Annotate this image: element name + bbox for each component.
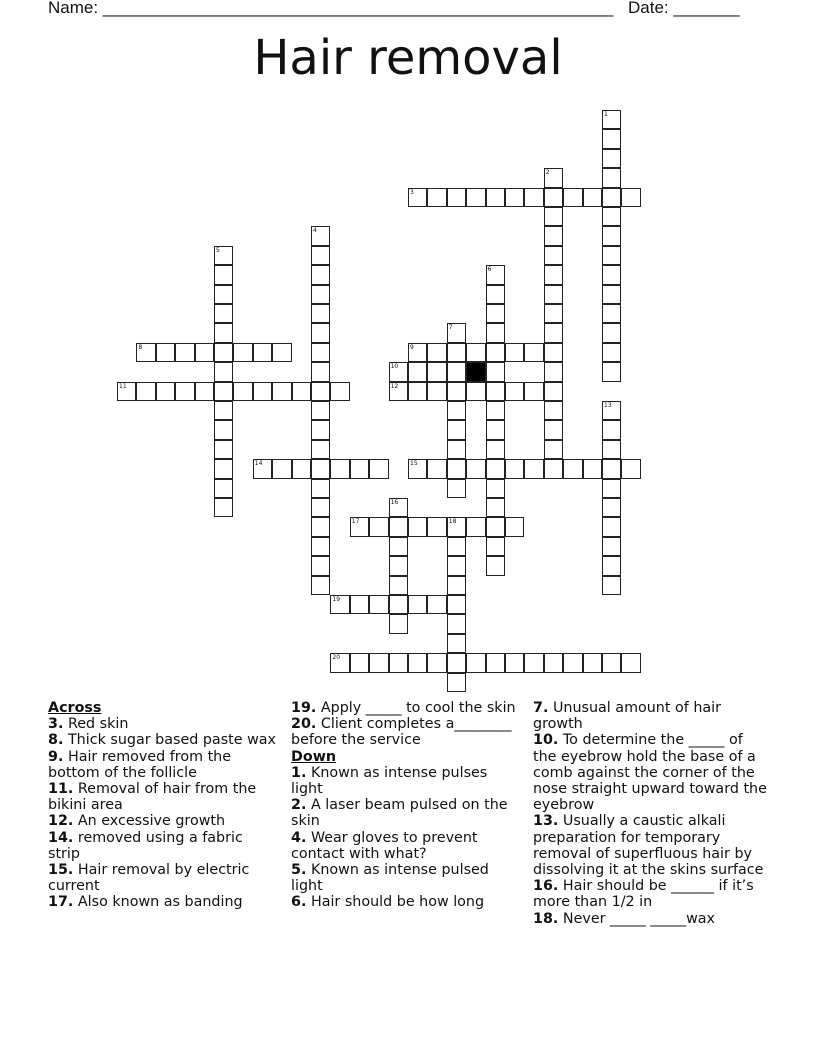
grid-cell[interactable] xyxy=(427,459,446,478)
grid-cell[interactable] xyxy=(447,401,466,420)
clue-number-label: 2. xyxy=(291,797,307,814)
grid-cell[interactable] xyxy=(486,343,505,362)
grid-cell[interactable] xyxy=(447,595,466,614)
grid-cell[interactable] xyxy=(447,537,466,556)
grid-cell[interactable] xyxy=(253,459,272,478)
grid-cell[interactable] xyxy=(369,459,388,478)
clue-number: 7 xyxy=(448,324,453,332)
grid-cell[interactable] xyxy=(583,188,602,207)
grid-cell[interactable] xyxy=(311,304,330,323)
clue-number: 11 xyxy=(119,382,127,390)
grid-cell[interactable] xyxy=(330,595,349,614)
grid-cell[interactable] xyxy=(389,614,408,633)
grid-cell[interactable] xyxy=(214,459,233,478)
clue-item xyxy=(48,862,276,894)
clue-text: A laser beam pulsed on the skin xyxy=(291,797,508,830)
grid-cell[interactable] xyxy=(602,129,621,148)
grid-cell[interactable] xyxy=(330,459,349,478)
clue-number-label: 13. xyxy=(533,813,559,830)
grid-cell[interactable] xyxy=(136,343,155,362)
grid-cell[interactable] xyxy=(447,517,466,536)
grid-cell[interactable] xyxy=(389,556,408,575)
grid-cell[interactable] xyxy=(311,537,330,556)
grid-cell[interactable] xyxy=(602,498,621,517)
grid-cell[interactable] xyxy=(621,459,640,478)
clue-text: Usually a caustic alkali preparation for temporary removal of superfluous hair by dissolving it at the skins surface xyxy=(533,813,764,879)
grid-cell[interactable] xyxy=(350,459,369,478)
grid-cell[interactable] xyxy=(427,517,446,536)
clue-number-label: 18. xyxy=(533,910,559,927)
grid-cell[interactable] xyxy=(214,440,233,459)
grid-cell[interactable] xyxy=(602,440,621,459)
clue-column-3 xyxy=(533,700,769,927)
grid-cell[interactable] xyxy=(544,420,563,439)
grid-cell[interactable] xyxy=(447,343,466,362)
grid-cell[interactable] xyxy=(563,653,582,672)
grid-cell[interactable] xyxy=(583,653,602,672)
clue-number-label: 11. xyxy=(48,781,74,798)
clue-number: 5 xyxy=(216,246,220,254)
grid-cell[interactable] xyxy=(214,401,233,420)
grid-cell[interactable] xyxy=(214,362,233,381)
grid-cell[interactable] xyxy=(505,188,524,207)
grid-cell[interactable] xyxy=(544,343,563,362)
grid-cell[interactable] xyxy=(408,653,427,672)
grid-cell[interactable] xyxy=(486,382,505,401)
grid-cell[interactable] xyxy=(447,576,466,595)
grid-cell[interactable] xyxy=(544,265,563,284)
grid-cell[interactable] xyxy=(447,653,466,672)
clue-text: Client completes a________ before the service xyxy=(291,716,512,749)
clue-text: Apply _____ to cool the skin xyxy=(320,700,516,716)
grid-cell[interactable] xyxy=(214,285,233,304)
grid-cell[interactable] xyxy=(311,246,330,265)
grid-cell[interactable] xyxy=(602,285,621,304)
page-title: Hair removal xyxy=(253,30,563,86)
clue-number: 16 xyxy=(390,499,399,506)
grid-cell[interactable] xyxy=(311,382,330,401)
grid-cell[interactable] xyxy=(524,382,543,401)
grid-cell[interactable] xyxy=(544,168,563,187)
grid-cell[interactable] xyxy=(214,498,233,517)
grid-cell[interactable] xyxy=(253,343,272,362)
clue-column-1 xyxy=(48,700,276,911)
grid-cell[interactable] xyxy=(447,440,466,459)
grid-cell[interactable] xyxy=(311,576,330,595)
clue-number-label: 8. xyxy=(48,732,64,749)
grid-cell[interactable] xyxy=(369,653,388,672)
clue-number: 18 xyxy=(448,518,457,526)
grid-cell[interactable] xyxy=(602,343,621,362)
grid-cell[interactable] xyxy=(233,382,252,401)
grid-cell[interactable] xyxy=(427,362,446,381)
grid-cell[interactable] xyxy=(311,498,330,517)
grid-cell[interactable] xyxy=(466,459,485,478)
grid-cell[interactable] xyxy=(602,323,621,342)
grid-cell[interactable] xyxy=(427,382,446,401)
grid-cell[interactable] xyxy=(486,556,505,575)
grid-cell[interactable] xyxy=(447,188,466,207)
grid-cell[interactable] xyxy=(253,382,272,401)
grid-cell[interactable] xyxy=(486,188,505,207)
grid-cell[interactable] xyxy=(311,479,330,498)
grid-cell[interactable] xyxy=(408,188,427,207)
clue-text: To determine the _____ of the eyebrow hold the base of a comb against the corner of the nose straight upward toward the eyebrow xyxy=(533,732,767,814)
grid-cell[interactable] xyxy=(233,343,252,362)
grid-cell[interactable] xyxy=(311,420,330,439)
grid-cell[interactable] xyxy=(156,343,175,362)
clue-item xyxy=(48,732,276,748)
grid-cell[interactable] xyxy=(214,304,233,323)
grid-cell[interactable] xyxy=(195,343,214,362)
grid-cell[interactable] xyxy=(486,653,505,672)
grid-cell[interactable] xyxy=(311,459,330,478)
grid-cell[interactable] xyxy=(602,207,621,226)
grid-cell[interactable] xyxy=(408,517,427,536)
clue-number-label: 1. xyxy=(291,764,307,781)
clue-text: Thick sugar based paste wax xyxy=(67,732,277,749)
grid-cell[interactable] xyxy=(544,246,563,265)
grid-cell[interactable] xyxy=(447,479,466,498)
grid-cell[interactable] xyxy=(272,382,291,401)
grid-cell[interactable] xyxy=(214,265,233,284)
grid-cell[interactable] xyxy=(602,653,621,672)
grid-cell[interactable] xyxy=(117,382,136,401)
clue-number: 12 xyxy=(390,382,399,390)
grid-cell[interactable] xyxy=(311,401,330,420)
grid-cell[interactable] xyxy=(427,653,446,672)
clue-text: Also known as banding xyxy=(77,894,243,911)
clue-number: 17 xyxy=(351,518,360,526)
grid-cell[interactable] xyxy=(389,653,408,672)
grid-cell[interactable] xyxy=(486,420,505,439)
grid-cell[interactable] xyxy=(136,382,155,401)
grid-cell[interactable] xyxy=(563,188,582,207)
clue-item xyxy=(533,700,769,732)
grid-cell[interactable] xyxy=(544,440,563,459)
clue-number-label: 10. xyxy=(533,732,559,749)
grid-cell[interactable] xyxy=(447,634,466,653)
grid-cell[interactable] xyxy=(486,362,505,381)
clue-item xyxy=(533,878,769,910)
grid-cell[interactable] xyxy=(311,285,330,304)
grid-cell[interactable] xyxy=(408,459,427,478)
grid-cell[interactable] xyxy=(602,517,621,536)
grid-cell[interactable] xyxy=(272,343,291,362)
grid-cell[interactable] xyxy=(544,207,563,226)
grid-cell[interactable] xyxy=(311,362,330,381)
clue-number-label: 9. xyxy=(48,748,64,765)
grid-cell[interactable] xyxy=(486,285,505,304)
grid-cell[interactable] xyxy=(408,382,427,401)
grid-cell[interactable] xyxy=(524,188,543,207)
grid-cell[interactable] xyxy=(408,595,427,614)
grid-cell[interactable] xyxy=(466,382,485,401)
clue-text: Hair should be ______ if it’s more than 1/2 in xyxy=(533,878,754,911)
grid-cell[interactable] xyxy=(175,343,194,362)
grid-cell[interactable] xyxy=(602,265,621,284)
clue-item xyxy=(291,700,517,716)
grid-cell[interactable] xyxy=(505,343,524,362)
clue-text: An excessive growth xyxy=(77,813,226,830)
clue-number-label: 19. xyxy=(291,700,317,716)
grid-cell[interactable] xyxy=(602,459,621,478)
clue-number: 3 xyxy=(410,188,414,196)
grid-cell[interactable] xyxy=(311,343,330,362)
clue-number: 6 xyxy=(487,266,492,274)
clue-text: Hair should be how long xyxy=(310,894,485,911)
clue-number-label: 20. xyxy=(291,716,317,733)
clue-number-label: 3. xyxy=(48,716,64,733)
name-field: Name: ______________________________________________________ xyxy=(48,0,614,17)
grid-cell[interactable] xyxy=(524,459,543,478)
grid-cell[interactable] xyxy=(602,479,621,498)
clue-number: 19 xyxy=(332,596,341,603)
grid-cell[interactable] xyxy=(447,459,466,478)
grid-cell[interactable] xyxy=(330,382,349,401)
grid-cell[interactable] xyxy=(602,556,621,575)
grid-cell[interactable] xyxy=(602,246,621,265)
grid-cell[interactable] xyxy=(427,188,446,207)
grid-cell[interactable] xyxy=(505,653,524,672)
clue-item xyxy=(48,894,276,910)
grid-cell[interactable] xyxy=(505,517,524,536)
clue-item xyxy=(291,862,517,894)
clue-text: Known as intense pulses light xyxy=(291,764,488,798)
grid-cell[interactable] xyxy=(466,343,485,362)
clue-item xyxy=(291,765,517,797)
clue-number: 20 xyxy=(332,654,341,662)
clue-number-label: 7. xyxy=(533,700,549,716)
clue-number: 8 xyxy=(138,343,143,351)
grid-cell[interactable] xyxy=(544,285,563,304)
grid-cell[interactable] xyxy=(486,323,505,342)
across-heading: Across xyxy=(48,700,102,716)
clue-text: Never _____ _____wax xyxy=(562,910,715,927)
grid-cell[interactable] xyxy=(408,362,427,381)
grid-cell[interactable] xyxy=(544,188,563,207)
grid-cell[interactable] xyxy=(602,188,621,207)
grid-cell[interactable] xyxy=(602,110,621,129)
grid-cell[interactable] xyxy=(602,168,621,187)
grid-cell[interactable] xyxy=(486,517,505,536)
grid-cell[interactable] xyxy=(214,323,233,342)
clue-text: Red skin xyxy=(67,716,129,733)
clue-number-label: 17. xyxy=(48,894,74,911)
clue-item xyxy=(291,716,517,748)
grid-cell[interactable] xyxy=(505,459,524,478)
grid-cell[interactable] xyxy=(156,382,175,401)
clue-text: Hair removed from the bottom of the follicle xyxy=(48,748,232,781)
clue-text: Unusual amount of hair growth xyxy=(533,700,722,733)
grid-cell[interactable] xyxy=(583,459,602,478)
grid-cell[interactable] xyxy=(408,343,427,362)
grid-cell[interactable] xyxy=(602,304,621,323)
clue-text: Hair removal by electric current xyxy=(48,862,250,895)
grid-cell[interactable] xyxy=(486,401,505,420)
grid-cell[interactable] xyxy=(466,653,485,672)
grid-cell[interactable] xyxy=(602,576,621,595)
clue-number: 14 xyxy=(254,460,263,468)
grid-cell[interactable] xyxy=(447,614,466,633)
clue-number-label: 12. xyxy=(48,813,74,830)
grid-cell[interactable] xyxy=(602,149,621,168)
black-cell xyxy=(466,362,485,381)
grid-cell[interactable] xyxy=(389,362,408,381)
grid-cell[interactable] xyxy=(389,517,408,536)
clue-number: 9 xyxy=(410,343,414,351)
grid-cell[interactable] xyxy=(602,362,621,381)
clue-number: 15 xyxy=(410,460,418,468)
clue-item xyxy=(48,781,276,813)
grid-cell[interactable] xyxy=(544,362,563,381)
grid-cell[interactable] xyxy=(214,246,233,265)
grid-cell[interactable] xyxy=(486,304,505,323)
grid-cell[interactable] xyxy=(214,382,233,401)
clue-item xyxy=(48,749,276,781)
grid-cell[interactable] xyxy=(350,595,369,614)
clue-item xyxy=(533,732,769,813)
date-field: Date: _______ xyxy=(628,0,740,17)
grid-cell[interactable] xyxy=(447,362,466,381)
grid-cell[interactable] xyxy=(602,420,621,439)
clue-number-label: 6. xyxy=(291,894,307,911)
clue-item xyxy=(291,894,517,910)
grid-cell[interactable] xyxy=(486,265,505,284)
clue-number: 10 xyxy=(390,363,399,371)
grid-cell[interactable] xyxy=(427,595,446,614)
clue-text: Wear gloves to prevent contact with what? xyxy=(291,829,478,862)
grid-cell[interactable] xyxy=(621,188,640,207)
grid-cell[interactable] xyxy=(389,537,408,556)
clue-item xyxy=(48,716,276,732)
grid-cell[interactable] xyxy=(350,653,369,672)
down-heading: Down xyxy=(291,748,337,765)
clue-number-label: 15. xyxy=(48,862,74,879)
grid-cell[interactable] xyxy=(602,537,621,556)
clue-number: 4 xyxy=(313,227,317,235)
clue-item xyxy=(533,911,769,927)
grid-cell[interactable] xyxy=(486,459,505,478)
grid-cell[interactable] xyxy=(447,323,466,342)
grid-cell[interactable] xyxy=(544,459,563,478)
clue-number-label: 5. xyxy=(291,862,307,879)
grid-cell[interactable] xyxy=(389,576,408,595)
grid-cell[interactable] xyxy=(311,556,330,575)
grid-cell[interactable] xyxy=(524,653,543,672)
grid-cell[interactable] xyxy=(214,479,233,498)
grid-cell[interactable] xyxy=(311,265,330,284)
clue-number: 2 xyxy=(545,169,550,177)
grid-cell[interactable] xyxy=(311,323,330,342)
grid-cell[interactable] xyxy=(350,517,369,536)
grid-cell[interactable] xyxy=(486,537,505,556)
clue-item xyxy=(48,830,276,862)
grid-cell[interactable] xyxy=(544,401,563,420)
clue-item xyxy=(291,830,517,862)
grid-cell[interactable] xyxy=(544,382,563,401)
grid-cell[interactable] xyxy=(292,382,311,401)
grid-cell[interactable] xyxy=(175,382,194,401)
grid-cell[interactable] xyxy=(389,498,408,517)
clue-number: 13 xyxy=(604,402,612,409)
grid-cell[interactable] xyxy=(330,653,349,672)
clue-column-2 xyxy=(291,700,517,911)
grid-cell[interactable] xyxy=(389,595,408,614)
clue-text: removed using a fabric strip xyxy=(48,829,243,862)
grid-cell[interactable] xyxy=(544,653,563,672)
grid-cell[interactable] xyxy=(311,517,330,536)
grid-cell[interactable] xyxy=(311,440,330,459)
grid-cell[interactable] xyxy=(544,323,563,342)
grid-cell[interactable] xyxy=(311,226,330,245)
grid-cell[interactable] xyxy=(447,556,466,575)
grid-cell[interactable] xyxy=(486,498,505,517)
grid-cell[interactable] xyxy=(563,459,582,478)
grid-cell[interactable] xyxy=(389,382,408,401)
grid-cell[interactable] xyxy=(602,401,621,420)
grid-cell[interactable] xyxy=(621,653,640,672)
clue-item xyxy=(533,813,769,878)
grid-cell[interactable] xyxy=(214,420,233,439)
grid-cell[interactable] xyxy=(447,382,466,401)
grid-cell[interactable] xyxy=(369,595,388,614)
grid-cell[interactable] xyxy=(524,343,543,362)
grid-cell[interactable] xyxy=(292,459,311,478)
clue-text: Removal of hair from the bikini area xyxy=(48,781,257,814)
clue-number-label: 4. xyxy=(291,829,307,846)
grid-cell[interactable] xyxy=(447,420,466,439)
grid-cell[interactable] xyxy=(369,517,388,536)
grid-cell[interactable] xyxy=(602,226,621,245)
grid-cell[interactable] xyxy=(466,188,485,207)
grid-cell[interactable] xyxy=(466,517,485,536)
clue-item xyxy=(291,797,517,829)
grid-cell[interactable] xyxy=(214,343,233,362)
grid-cell[interactable] xyxy=(447,673,466,692)
grid-cell[interactable] xyxy=(486,479,505,498)
clue-number-label: 16. xyxy=(533,878,559,895)
clue-number: 1 xyxy=(604,111,608,118)
clue-item xyxy=(48,813,276,829)
grid-cell[interactable] xyxy=(195,382,214,401)
clue-number-label: 14. xyxy=(48,829,74,846)
grid-cell[interactable] xyxy=(544,304,563,323)
grid-cell[interactable] xyxy=(505,382,524,401)
clue-text: Known as intense pulsed light xyxy=(291,862,489,895)
grid-cell[interactable] xyxy=(486,440,505,459)
grid-cell[interactable] xyxy=(544,226,563,245)
grid-cell[interactable] xyxy=(272,459,291,478)
grid-cell[interactable] xyxy=(427,343,446,362)
